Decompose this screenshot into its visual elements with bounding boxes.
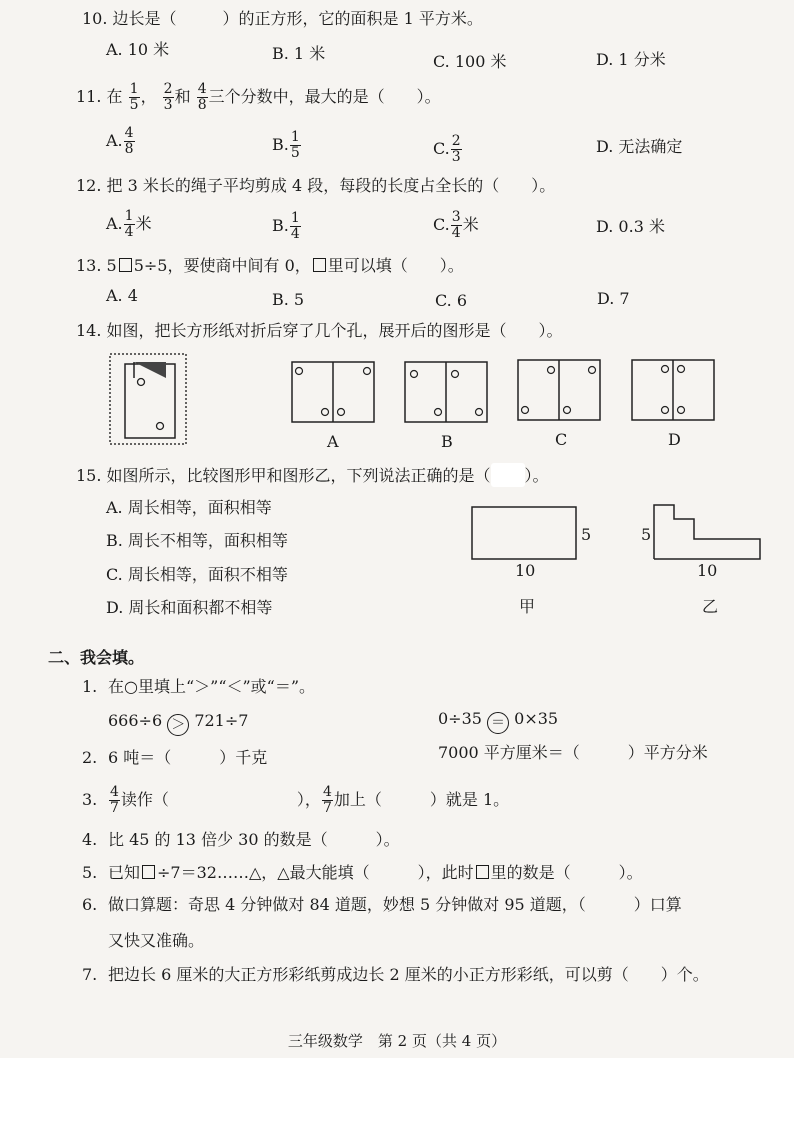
q13-option-d[interactable]: D. 7 [597,289,630,308]
q15-figure-jia [470,505,580,561]
q13-option-b[interactable]: B. 5 [272,290,305,309]
q10-option-d[interactable]: D. 1 分米 [596,50,666,69]
f1-left-compare: 666÷6 ＞ 721÷7 [108,711,248,736]
f6-line1: 6. 做口算题：奇思 4 分钟做对 84 道题，妙想 5 分钟做对 95 道题，（ ）口算 [82,895,682,914]
fraction-4-8: $\frac{4}{8}$ [197,81,207,113]
q15-option-d[interactable]: D. 周长和面积都不相等 [106,598,273,617]
q15-stem: 15. 如图所示，比较图形甲和图形乙，下列说法正确的是（ ）。 [76,463,549,487]
q11-stem: 11. 在 $\frac{1}{5}$ ， $\frac{2}{3}$ 和 $\frac{4}{8}$ 三个分数中，最大的是（ ）。 [76,81,441,113]
q15-option-b[interactable]: B. 周长不相等，面积相等 [106,531,288,550]
f2-right: 7000 平方厘米＝（ ）平方分米 [438,743,708,762]
q14-label-b: B [441,432,453,451]
q11-option-b[interactable]: B. $\frac{1}{5}$ [272,129,300,161]
f1-right-compare: 0÷35 ＝ 0×35 [438,709,558,734]
q14-folded-paper-figure [108,352,188,446]
f3-stem: 3. $\frac{4}{7}$ 读作（ ）， $\frac{4}{7}$ 加上（ ）就是 1。 [82,784,510,816]
q13-option-a[interactable]: A. 4 [106,286,138,305]
q11-option-a[interactable]: A. $\frac{4}{8}$ [106,125,134,157]
blank-box-icon [142,865,155,879]
q14-option-c-figure[interactable] [516,358,602,422]
compare-circle[interactable]: ＝ [487,712,509,734]
q12-stem: 12. 把 3 米长的绳子平均剪成 4 段，每段的长度占全长的（ ）。 [76,176,556,195]
q15-yi-width: 10 [697,561,718,580]
q10-option-a[interactable]: A. 10 米 [106,40,170,59]
q13-option-c[interactable]: C. 6 [435,291,468,310]
q15-option-a[interactable]: A. 周长相等，面积相等 [106,498,272,517]
q10-stem: 10. 边长是（ ）的正方形，它的面积是 1 平方米。 [82,9,483,28]
f7-stem: 7. 把边长 6 厘米的大正方形彩纸剪成边长 2 厘米的小正方形彩纸，可以剪（ ）个。 [82,965,709,984]
q14-option-a-figure[interactable] [290,360,376,424]
compare-circle[interactable]: ＞ [167,714,189,736]
blank-box-icon [119,258,132,272]
blank-box-icon [313,258,326,272]
q10-option-c[interactable]: C. 100 米 [433,52,507,71]
fraction-2-3: $\frac{2}{3}$ [163,81,173,113]
blank-box-icon [476,865,489,879]
f5-stem: 5. 已知 ÷7＝32……△，△最大能填（ ），此时 里的数是（ ）。 [82,863,643,882]
q12-option-b[interactable]: B. $\frac{1}{4}$ [272,210,300,242]
q12-option-c[interactable]: C. $\frac{3}{4}$ 米 [433,209,479,241]
q14-label-d: D [668,430,681,449]
q15-jia-name: 甲 [519,597,536,616]
f2-left: 2. 6 吨＝（ ）千克 [82,748,268,767]
q10-option-b[interactable]: B. 1 米 [272,44,326,63]
q15-jia-height: 5 [581,525,592,544]
q15-yi-name: 乙 [702,597,719,616]
fraction-1-5: $\frac{1}{5}$ [129,81,139,113]
f6-line2: 又快又准确。 [108,931,205,950]
section-2-title: 二、我会填。 [48,648,145,667]
q15-option-c[interactable]: C. 周长相等，面积不相等 [106,565,288,584]
q14-label-c: C [555,430,568,449]
q11-option-c[interactable]: C. $\frac{2}{3}$ [433,133,461,165]
q12-option-d[interactable]: D. 0.3 米 [596,217,665,236]
q15-figure-yi [652,503,764,561]
answer-blank[interactable] [491,463,525,487]
q15-jia-width: 10 [515,561,536,580]
page-footer: 三年级数学 第 2 页（共 4 页） [287,1032,507,1050]
q14-label-a: A [327,432,339,451]
q12-option-a[interactable]: A. $\frac{1}{4}$ 米 [106,208,152,240]
q14-stem: 14. 如图，把长方形纸对折后穿了几个孔，展开后的图形是（ ）。 [76,321,563,340]
f4-stem: 4. 比 45 的 13 倍少 30 的数是（ ）。 [82,830,400,849]
f1-stem: 1. 在○里填上“＞”“＜”或“＝”。 [82,677,316,696]
q14-option-d-figure[interactable] [630,358,716,422]
q15-yi-height: 5 [641,525,652,544]
q11-option-d[interactable]: D. 无法确定 [596,137,683,156]
q13-stem: 13. 5 5÷5，要使商中间有 0， 里可以填（ ）。 [76,256,464,275]
q14-option-b-figure[interactable] [403,360,489,424]
